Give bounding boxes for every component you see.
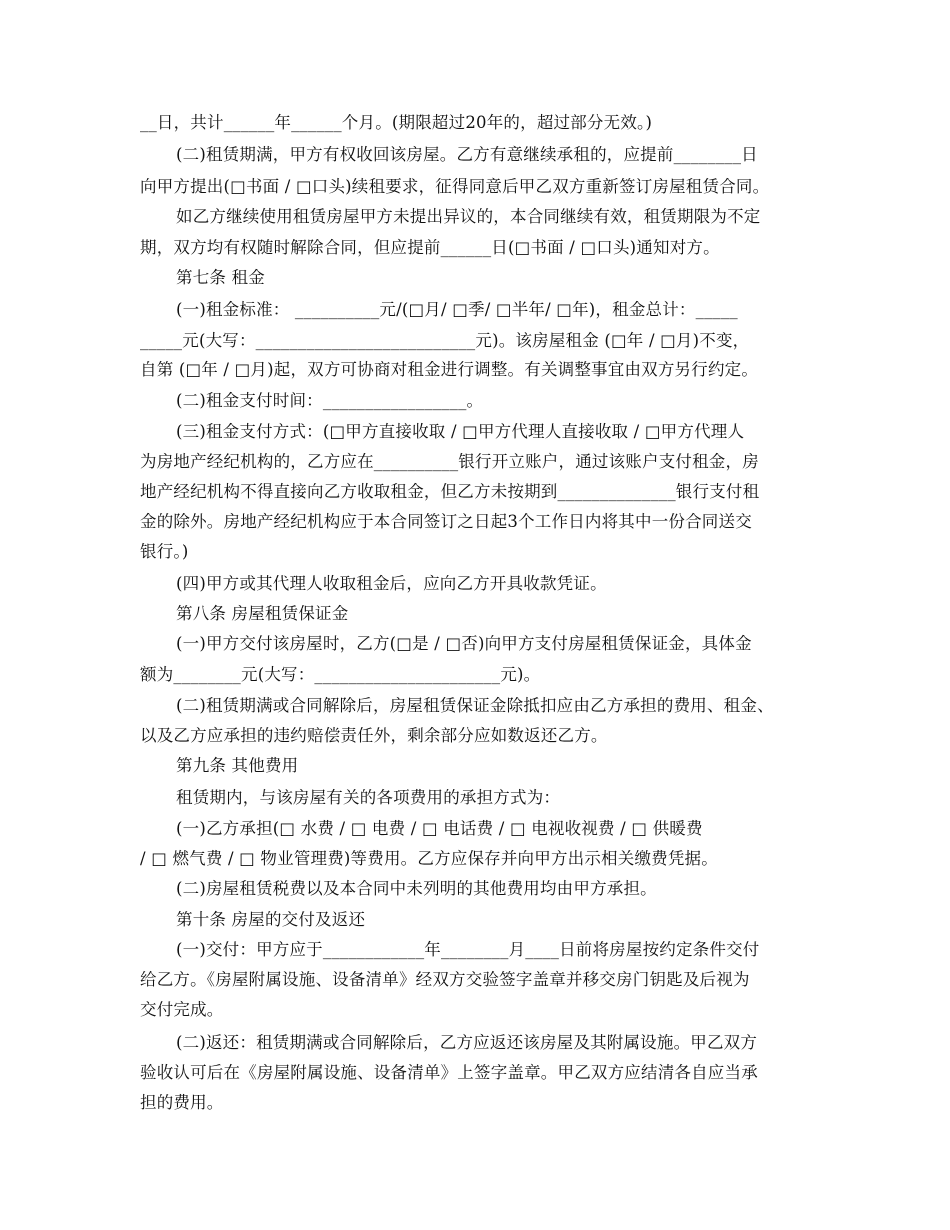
section-heading: 第七条 租金: [176, 268, 265, 287]
text-line: 额为________元(大写：______________________元)。: [140, 665, 541, 684]
section-heading: 第八条 房屋租赁保证金: [176, 604, 349, 623]
text-line: 向甲方提出(□书面 / □口头)续租要求，征得同意后甲乙双方重新签订房屋租赁合同。: [140, 177, 770, 196]
text-line: (二)租赁期满或合同解除后，房屋租赁保证金除抵扣应由乙方承担的费用、租金、: [176, 696, 774, 715]
text-line: 如乙方继续使用租赁房屋甲方未提出异议的，本合同继续有效，租赁期限为不定: [176, 207, 761, 226]
text-line: 金的除外。房地产经纪机构应于本合同签订之日起3个工作日内将其中一份合同送交: [140, 512, 752, 531]
text-line: (一)交付：甲方应于____________年________月____日前将房屋按约定条件交付: [176, 940, 760, 959]
text-line: 银行。): [140, 542, 189, 561]
text-line: (二)房屋租赁税费以及本合同中未列明的其他费用均由甲方承担。: [176, 879, 657, 898]
text-line: / □ 燃气费 / □ 物业管理费)等费用。乙方应保存并向甲方出示相关缴费凭据。: [140, 849, 718, 868]
text-line: 期，双方均有权随时解除合同，但应提前______日(□书面 / □口头)通知对方。: [140, 238, 720, 257]
text-line: 为房地产经纪机构的，乙方应在__________银行开立账户，通过该账户支付租金，房: [140, 452, 759, 471]
section-heading: 第九条 其他费用: [176, 756, 299, 775]
text-line: (一)租金标准： __________元/(□月/ □季/ □半年/ □年)，租金总计：_____: [176, 300, 738, 319]
text-line: 担的费用。: [140, 1093, 224, 1112]
text-line: 给乙方。《房屋附属设施、设备清单》经双方交验签字盖章并移交房门钥匙及后视为: [140, 970, 750, 989]
text-line: 租赁期内，与该房屋有关的各项费用的承担方式为：: [176, 788, 561, 807]
text-line: 交付完成。: [140, 1000, 224, 1019]
text-line: (二)租赁期满，甲方有权收回该房屋。乙方有意继续承租的，应提前________日: [176, 145, 758, 164]
text-line: 验收认可后在《房屋附属设施、设备清单》上签字盖章。甲乙双方应结清各自应当承: [140, 1063, 758, 1082]
text-line: (四)甲方或其代理人收取租金后，应向乙方开具收款凭证。: [176, 574, 607, 593]
section-heading: 第十条 房屋的交付及返还: [176, 910, 366, 929]
text-line: 以及乙方应承担的违约赔偿责任外，剩余部分应如数返还乙方。: [140, 726, 608, 745]
text-line: (二)返还：租赁期满或合同解除后，乙方应返还该房屋及其附属设施。甲乙双方: [176, 1033, 758, 1052]
text-line: (二)租金支付时间：_________________。: [176, 391, 484, 410]
text-line: (一)甲方交付该房屋时，乙方(□是 / □否)向甲方支付房屋租赁保证金，具体金: [176, 634, 752, 653]
text-line: (一)乙方承担(□ 水费 / □ 电费 / □ 电话费 / □ 电视收视费 / □ 供暖费: [176, 819, 703, 838]
text-line: 自第 (□年 / □月)起，双方可协商对租金进行调整。有关调整事宜由双方另行约定。: [140, 360, 759, 379]
text-line: 地产经纪机构不得直接向乙方收取租金，但乙方未按期到______________银行支付租: [140, 482, 760, 501]
text-line: __日，共计______年______个月。(期限超过20年的，超过部分无效。): [140, 113, 653, 132]
text-line: (三)租金支付方式：(□甲方直接收取 / □甲方代理人直接收取 / □甲方代理人: [176, 422, 745, 441]
text-line: _____元(大写：__________________________元)。该房屋租金 (□年 / □月)不变，: [140, 331, 750, 350]
